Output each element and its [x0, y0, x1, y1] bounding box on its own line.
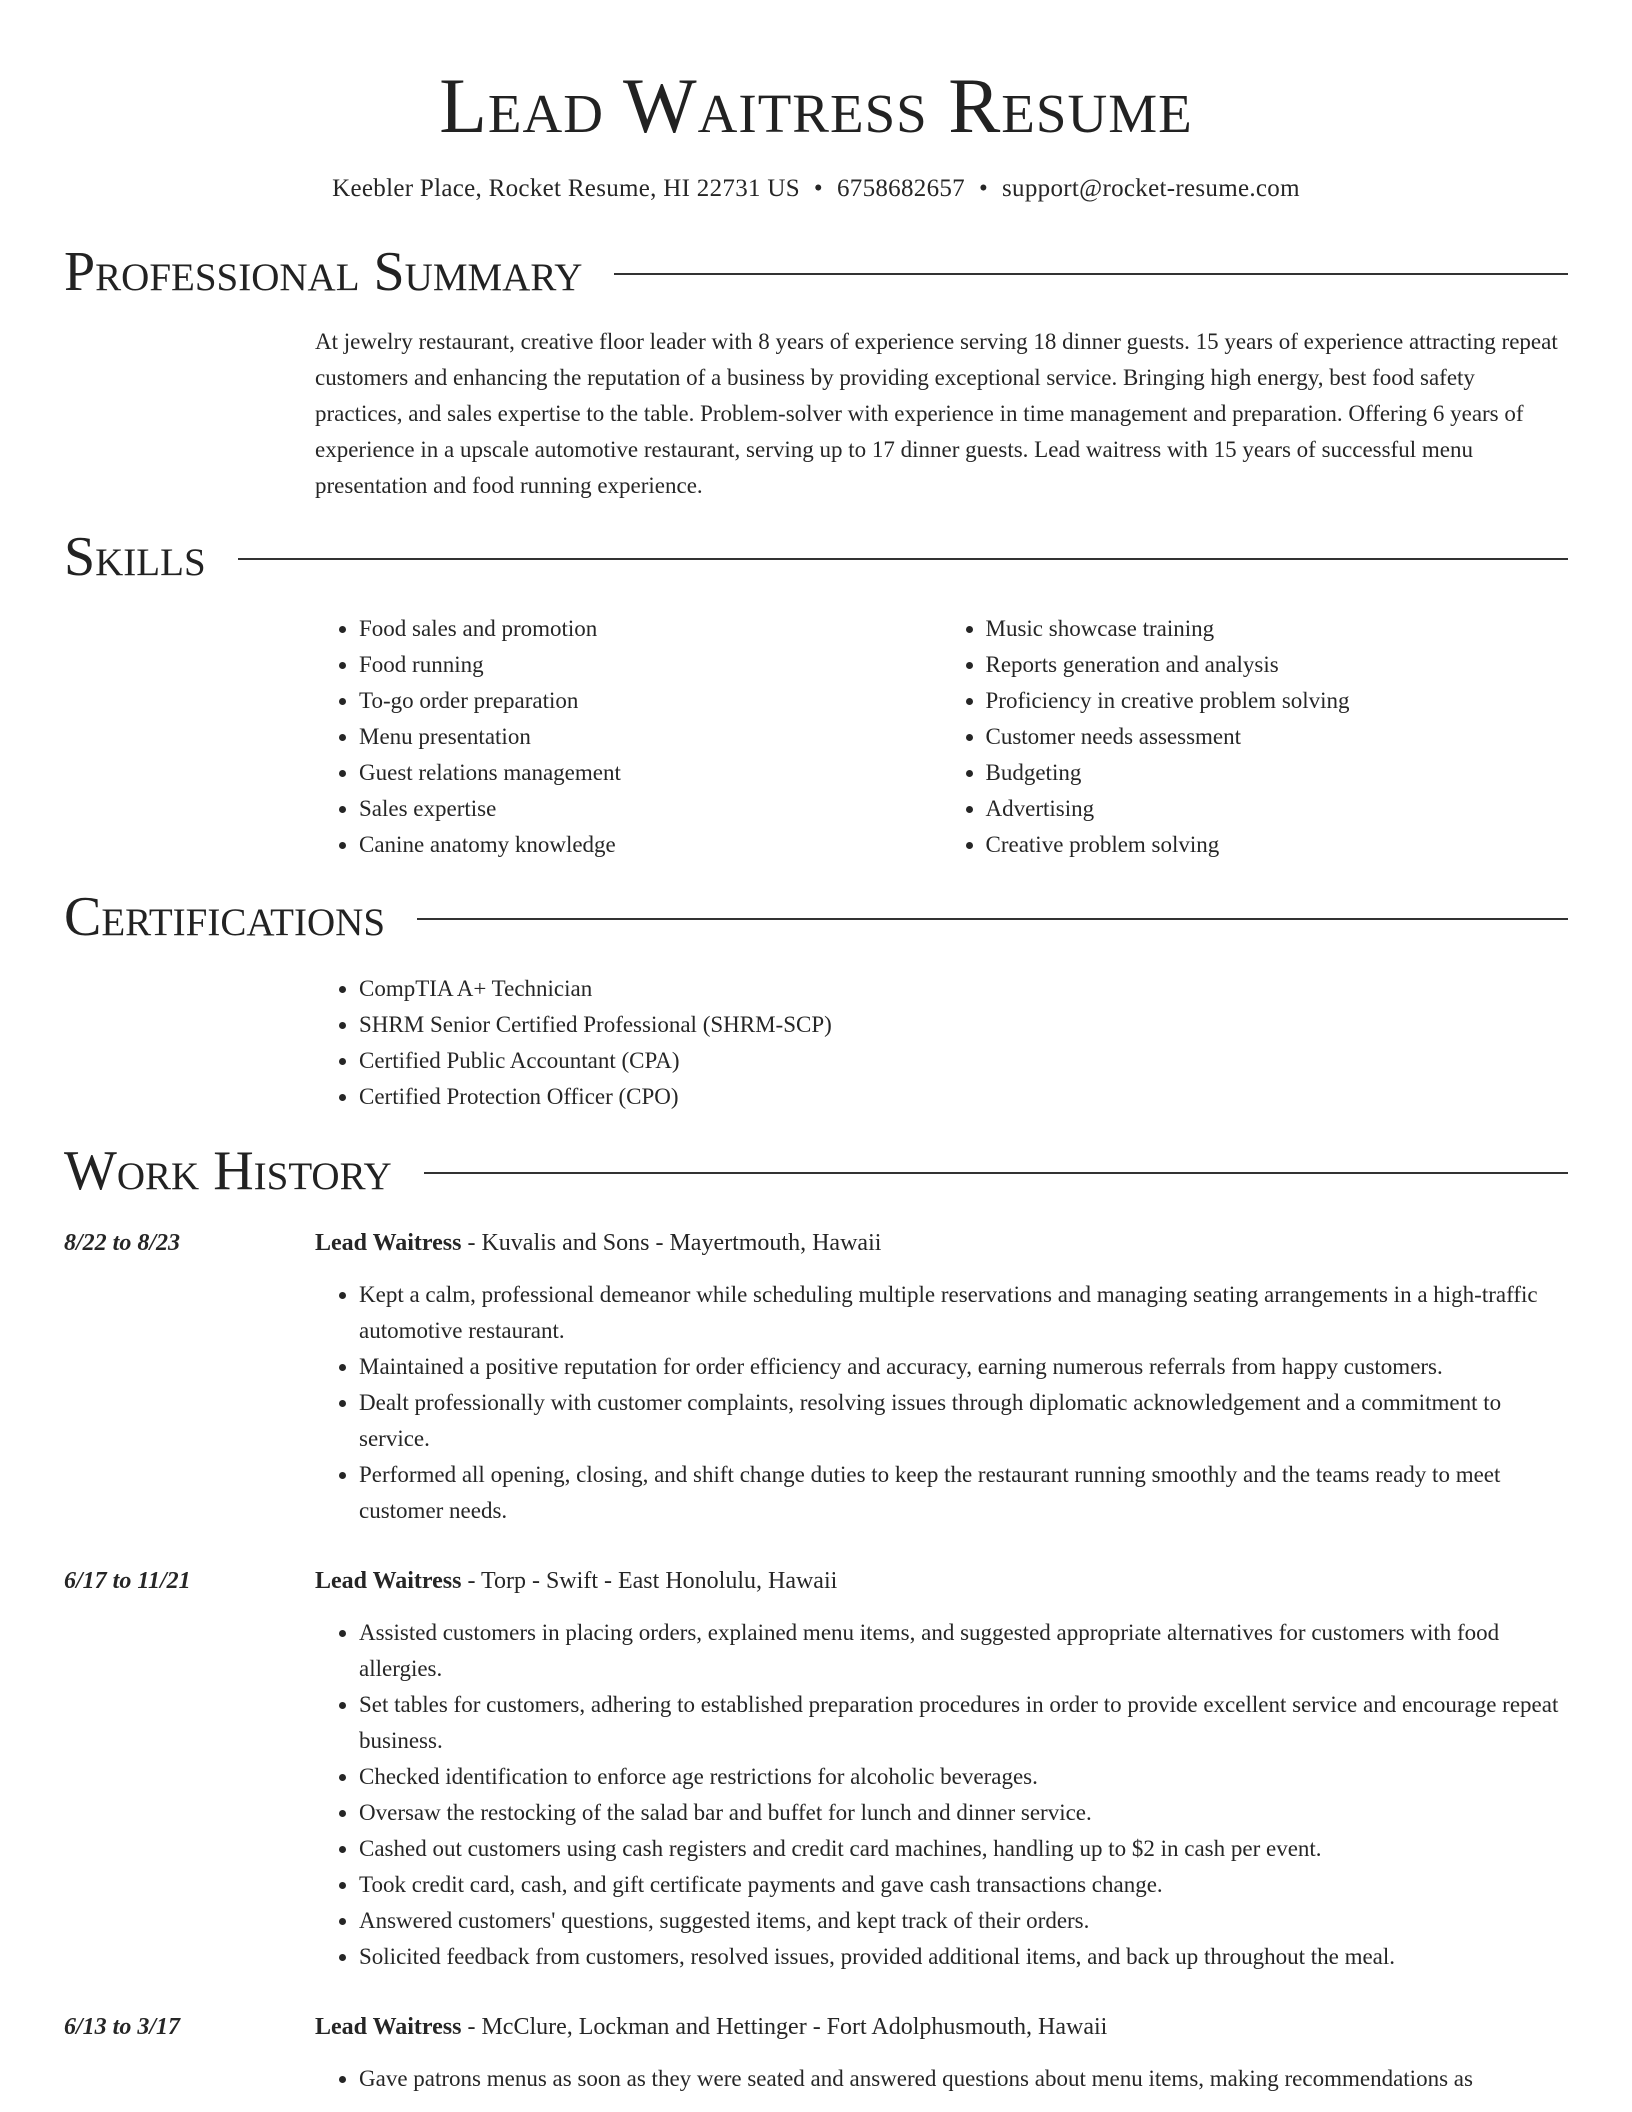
skill-item: • Food running	[359, 647, 942, 683]
job-details	[315, 1563, 1568, 1975]
summary-text: At jewelry restaurant, creative floor leader with 8 years of experience serving 18 dinner guests. 15 years of experience attracting repeat customers and enhancing the reputation of a business by providing exceptional service. Bringing high energy, best food safety practices, and sales expertise to the table. Problem-solver with experience in time management and preparation. Offering 6 years of experience in a upscale automotive restaurant, serving up to 17 dinner guests. Lead waitress with 15 years of successful menu presentation and food running experience.	[315, 329, 1558, 498]
job-bullet: • Dealt professionally with customer complaints, resolving issues through diplomatic acknowledgement and a commitment to service.	[359, 1385, 1568, 1457]
certifications-section-header	[64, 887, 1568, 947]
job-employer: - Torp - Swift - East Honolulu, Hawaii	[461, 1568, 838, 1594]
skills-list	[315, 611, 1568, 863]
job-bullet: • Solicited feedback from customers, resolved issues, provided additional items, and back up throughout the meal.	[359, 1939, 1568, 1975]
skill-item: • Proficiency in creative problem solving	[986, 683, 1569, 719]
job-entry	[64, 1225, 1568, 1529]
job-role: Lead Waitress	[315, 1568, 462, 1594]
contact-phone: 6758682657	[836, 175, 965, 202]
job-bullet: • Answered customers' questions, suggested items, and kept track of their orders.	[359, 1903, 1568, 1939]
job-bullet: • Took credit card, cash, and gift certificate payments and gave cash transactions change.	[359, 1867, 1568, 1903]
skill-item: • Budgeting	[986, 755, 1569, 791]
contact-separator: •	[813, 175, 823, 202]
job-heading	[315, 2009, 1568, 2045]
work-history-heading: Work History	[64, 1140, 392, 1202]
job-employer: - Kuvalis and Sons - Mayertmouth, Hawaii	[461, 1230, 882, 1256]
job-dates: 8/22 to 8/23	[64, 1230, 181, 1256]
skill-item: • Reports generation and analysis	[986, 647, 1569, 683]
job-bullets	[315, 1277, 1568, 1529]
job-bullets	[315, 1615, 1568, 1975]
section-divider	[614, 273, 1568, 275]
contact-line	[64, 174, 1568, 204]
job-entry	[64, 1563, 1568, 1975]
job-details	[315, 1225, 1568, 1529]
job-role: Lead Waitress	[315, 1230, 462, 1256]
skill-item: • Sales expertise	[359, 791, 942, 827]
job-bullet: • Assisted customers in placing orders, explained menu items, and suggested appropriate alternatives for customers with food allergies.	[359, 1615, 1568, 1687]
certification-item: • Certified Public Accountant (CPA)	[359, 1043, 1568, 1079]
certifications-heading: Certifications	[64, 886, 386, 948]
certification-item: • SHRM Senior Certified Professional (SHRM-SCP)	[359, 1007, 1568, 1043]
job-heading	[315, 1225, 1568, 1261]
work-history-section-header	[64, 1141, 1568, 1201]
skill-item: • Food sales and promotion	[359, 611, 942, 647]
skill-item: • To-go order preparation	[359, 683, 942, 719]
contact-email: support@rocket-resume.com	[1002, 175, 1300, 202]
job-bullet: • Kept a calm, professional demeanor while scheduling multiple reservations and managing seating arrangements in a high-traffic automotive restaurant.	[359, 1277, 1568, 1349]
section-divider	[417, 918, 1568, 920]
skills-heading: Skills	[64, 526, 206, 588]
job-bullet: • Cashed out customers using cash registers and credit card machines, handling up to $2 in cash per event.	[359, 1831, 1568, 1867]
job-bullet: • Set tables for customers, adhering to established preparation procedures in order to provide excellent service and encourage repeat business.	[359, 1687, 1568, 1759]
certification-item: • Certified Protection Officer (CPO)	[359, 1079, 1568, 1115]
job-role: Lead Waitress	[315, 2014, 462, 2040]
resume-title: Lead Waitress Resume	[439, 62, 1193, 149]
job-bullet: • Oversaw the restocking of the salad bar and buffet for lunch and dinner service.	[359, 1795, 1568, 1831]
section-divider	[238, 558, 1568, 560]
job-entry	[64, 2009, 1568, 2097]
skill-item: • Music showcase training	[986, 611, 1569, 647]
skills-column-right	[942, 611, 1569, 863]
skill-item: • Canine anatomy knowledge	[359, 827, 942, 863]
summary-section-header	[64, 242, 1568, 302]
skill-item: • Guest relations management	[359, 755, 942, 791]
skill-item: • Creative problem solving	[986, 827, 1569, 863]
skill-item: • Customer needs assessment	[986, 719, 1569, 755]
certification-item: • CompTIA A+ Technician	[359, 971, 1568, 1007]
job-bullet: • Checked identification to enforce age restrictions for alcoholic beverages.	[359, 1759, 1568, 1795]
skills-section-header	[64, 527, 1568, 587]
skill-item: • Menu presentation	[359, 719, 942, 755]
job-employer: - McClure, Lockman and Hettinger - Fort Adolphusmouth, Hawaii	[461, 2014, 1108, 2040]
skills-column-left	[315, 611, 942, 863]
resume-page	[64, 0, 1568, 2097]
job-bullet: • Maintained a positive reputation for order efficiency and accuracy, earning numerous referrals from happy customers.	[359, 1349, 1568, 1385]
job-bullet: • Performed all opening, closing, and shift change duties to keep the restaurant running smoothly and the teams ready to meet customer needs.	[359, 1457, 1568, 1529]
work-history-list	[64, 1225, 1568, 2097]
contact-separator: •	[978, 175, 989, 202]
job-details	[315, 2009, 1568, 2097]
skill-item: • Advertising	[986, 791, 1569, 827]
job-bullets	[315, 2061, 1568, 2097]
section-divider	[424, 1172, 1568, 1174]
job-dates: 6/13 to 3/17	[64, 2014, 181, 2040]
job-bullet: • Gave patrons menus as soon as they were seated and answered questions about menu items, making recommendations as	[359, 2061, 1568, 2097]
summary-heading: Professional Summary	[64, 241, 583, 303]
job-heading	[315, 1563, 1568, 1599]
job-dates: 6/17 to 11/21	[64, 1568, 191, 1594]
contact-address: Keebler Place, Rocket Resume, HI 22731 US	[332, 175, 800, 202]
certifications-list	[315, 971, 1568, 1115]
